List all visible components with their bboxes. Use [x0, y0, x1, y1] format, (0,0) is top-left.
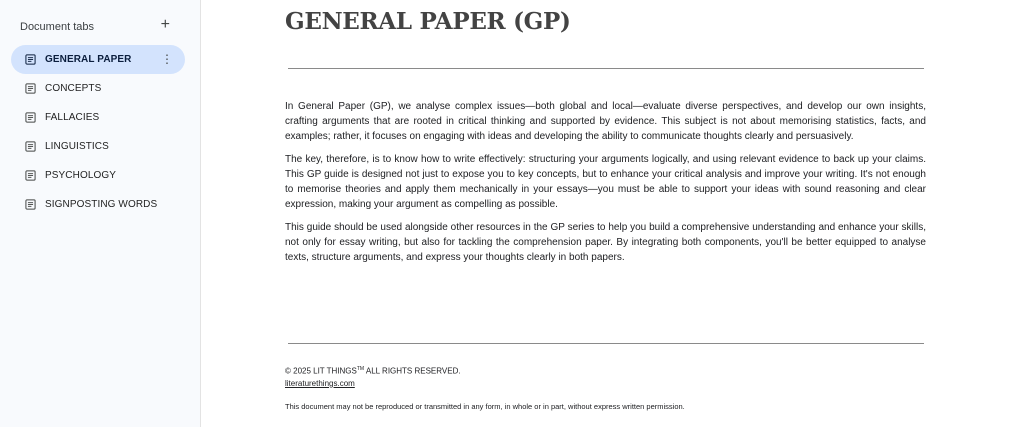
copyright-notice	[285, 363, 926, 378]
tab-concepts[interactable]	[11, 74, 185, 103]
tab-linguistics[interactable]	[11, 132, 185, 161]
paragraph: This guide should be used alongside other resources in the GP series to help you build a comprehensive understanding and enhance your skills, not only for essay writing, but also for tackling the comprehension paper. By integrating both components, you'll be better equipped to analyse texts, structure arguments, and express your thoughts clearly in both papers.	[285, 222, 926, 263]
paragraph: The key, therefore, is to know how to write effectively: structuring your arguments logically, and using relevant evidence to back up your claims. This GP guide is designed not just to expose you to key concepts, but to enhance your critical analysis and improve your writing. It's not enough to memorise theories and apply them mechanically in your essays—you must be able to support your ideas with sound reasoning and clear expression, making your argument as compelling as possible.	[285, 154, 926, 210]
tab-label: FALLACIES	[45, 112, 100, 123]
document-footer	[285, 363, 926, 413]
add-tab-button[interactable]: +	[160, 16, 170, 33]
document-icon	[25, 141, 36, 152]
document-tabs-sidebar	[0, 0, 201, 427]
horizontal-rule	[288, 68, 924, 69]
paragraph: In General Paper (GP), we analyse complex issues—both global and local—evaluate diverse perspectives, and develop our own insights, crafting arguments that are rooted in critical thinking and supported by evidence. This subject is not about memorising statistics, facts, and examples; rather, it focuses on engaging with ideas and developing the ability to communicate thoughts clearly and persuasively.	[285, 101, 926, 142]
document-icon	[25, 83, 36, 94]
more-options-icon[interactable]: ⋮	[161, 52, 173, 66]
tab-general-paper[interactable]	[11, 45, 185, 74]
tab-label: GENERAL PAPER	[45, 54, 132, 65]
tab-label: LINGUISTICS	[45, 141, 109, 152]
tab-list	[11, 45, 185, 219]
tab-label: SIGNPOSTING WORDS	[45, 199, 158, 210]
document-icon	[25, 54, 36, 65]
website-link[interactable]: literaturethings.com	[285, 378, 355, 388]
document-icon	[25, 199, 36, 210]
sidebar-header	[20, 16, 170, 35]
tab-fallacies[interactable]	[11, 103, 185, 132]
copyright-suffix: ALL RIGHTS RESERVED.	[364, 366, 461, 376]
trademark-mark: TM	[356, 366, 365, 372]
sidebar-title: Document tabs	[20, 21, 94, 33]
document-title: GENERAL PAPER (GP)	[285, 8, 571, 35]
tab-signposting-words[interactable]	[11, 190, 185, 219]
document-icon	[25, 170, 36, 181]
document-icon	[25, 112, 36, 123]
tab-label: PSYCHOLOGY	[45, 170, 117, 181]
reproduction-notice: This document may not be reproduced or transmitted in any form, in whole or in part, without express written permission.	[285, 401, 685, 411]
tab-psychology[interactable]	[11, 161, 185, 190]
copyright-prefix: © 2025 LIT THINGS	[285, 366, 357, 376]
horizontal-rule	[288, 343, 924, 344]
document-canvas[interactable]	[202, 0, 1022, 427]
tab-label: CONCEPTS	[45, 83, 102, 94]
document-body	[285, 99, 926, 273]
